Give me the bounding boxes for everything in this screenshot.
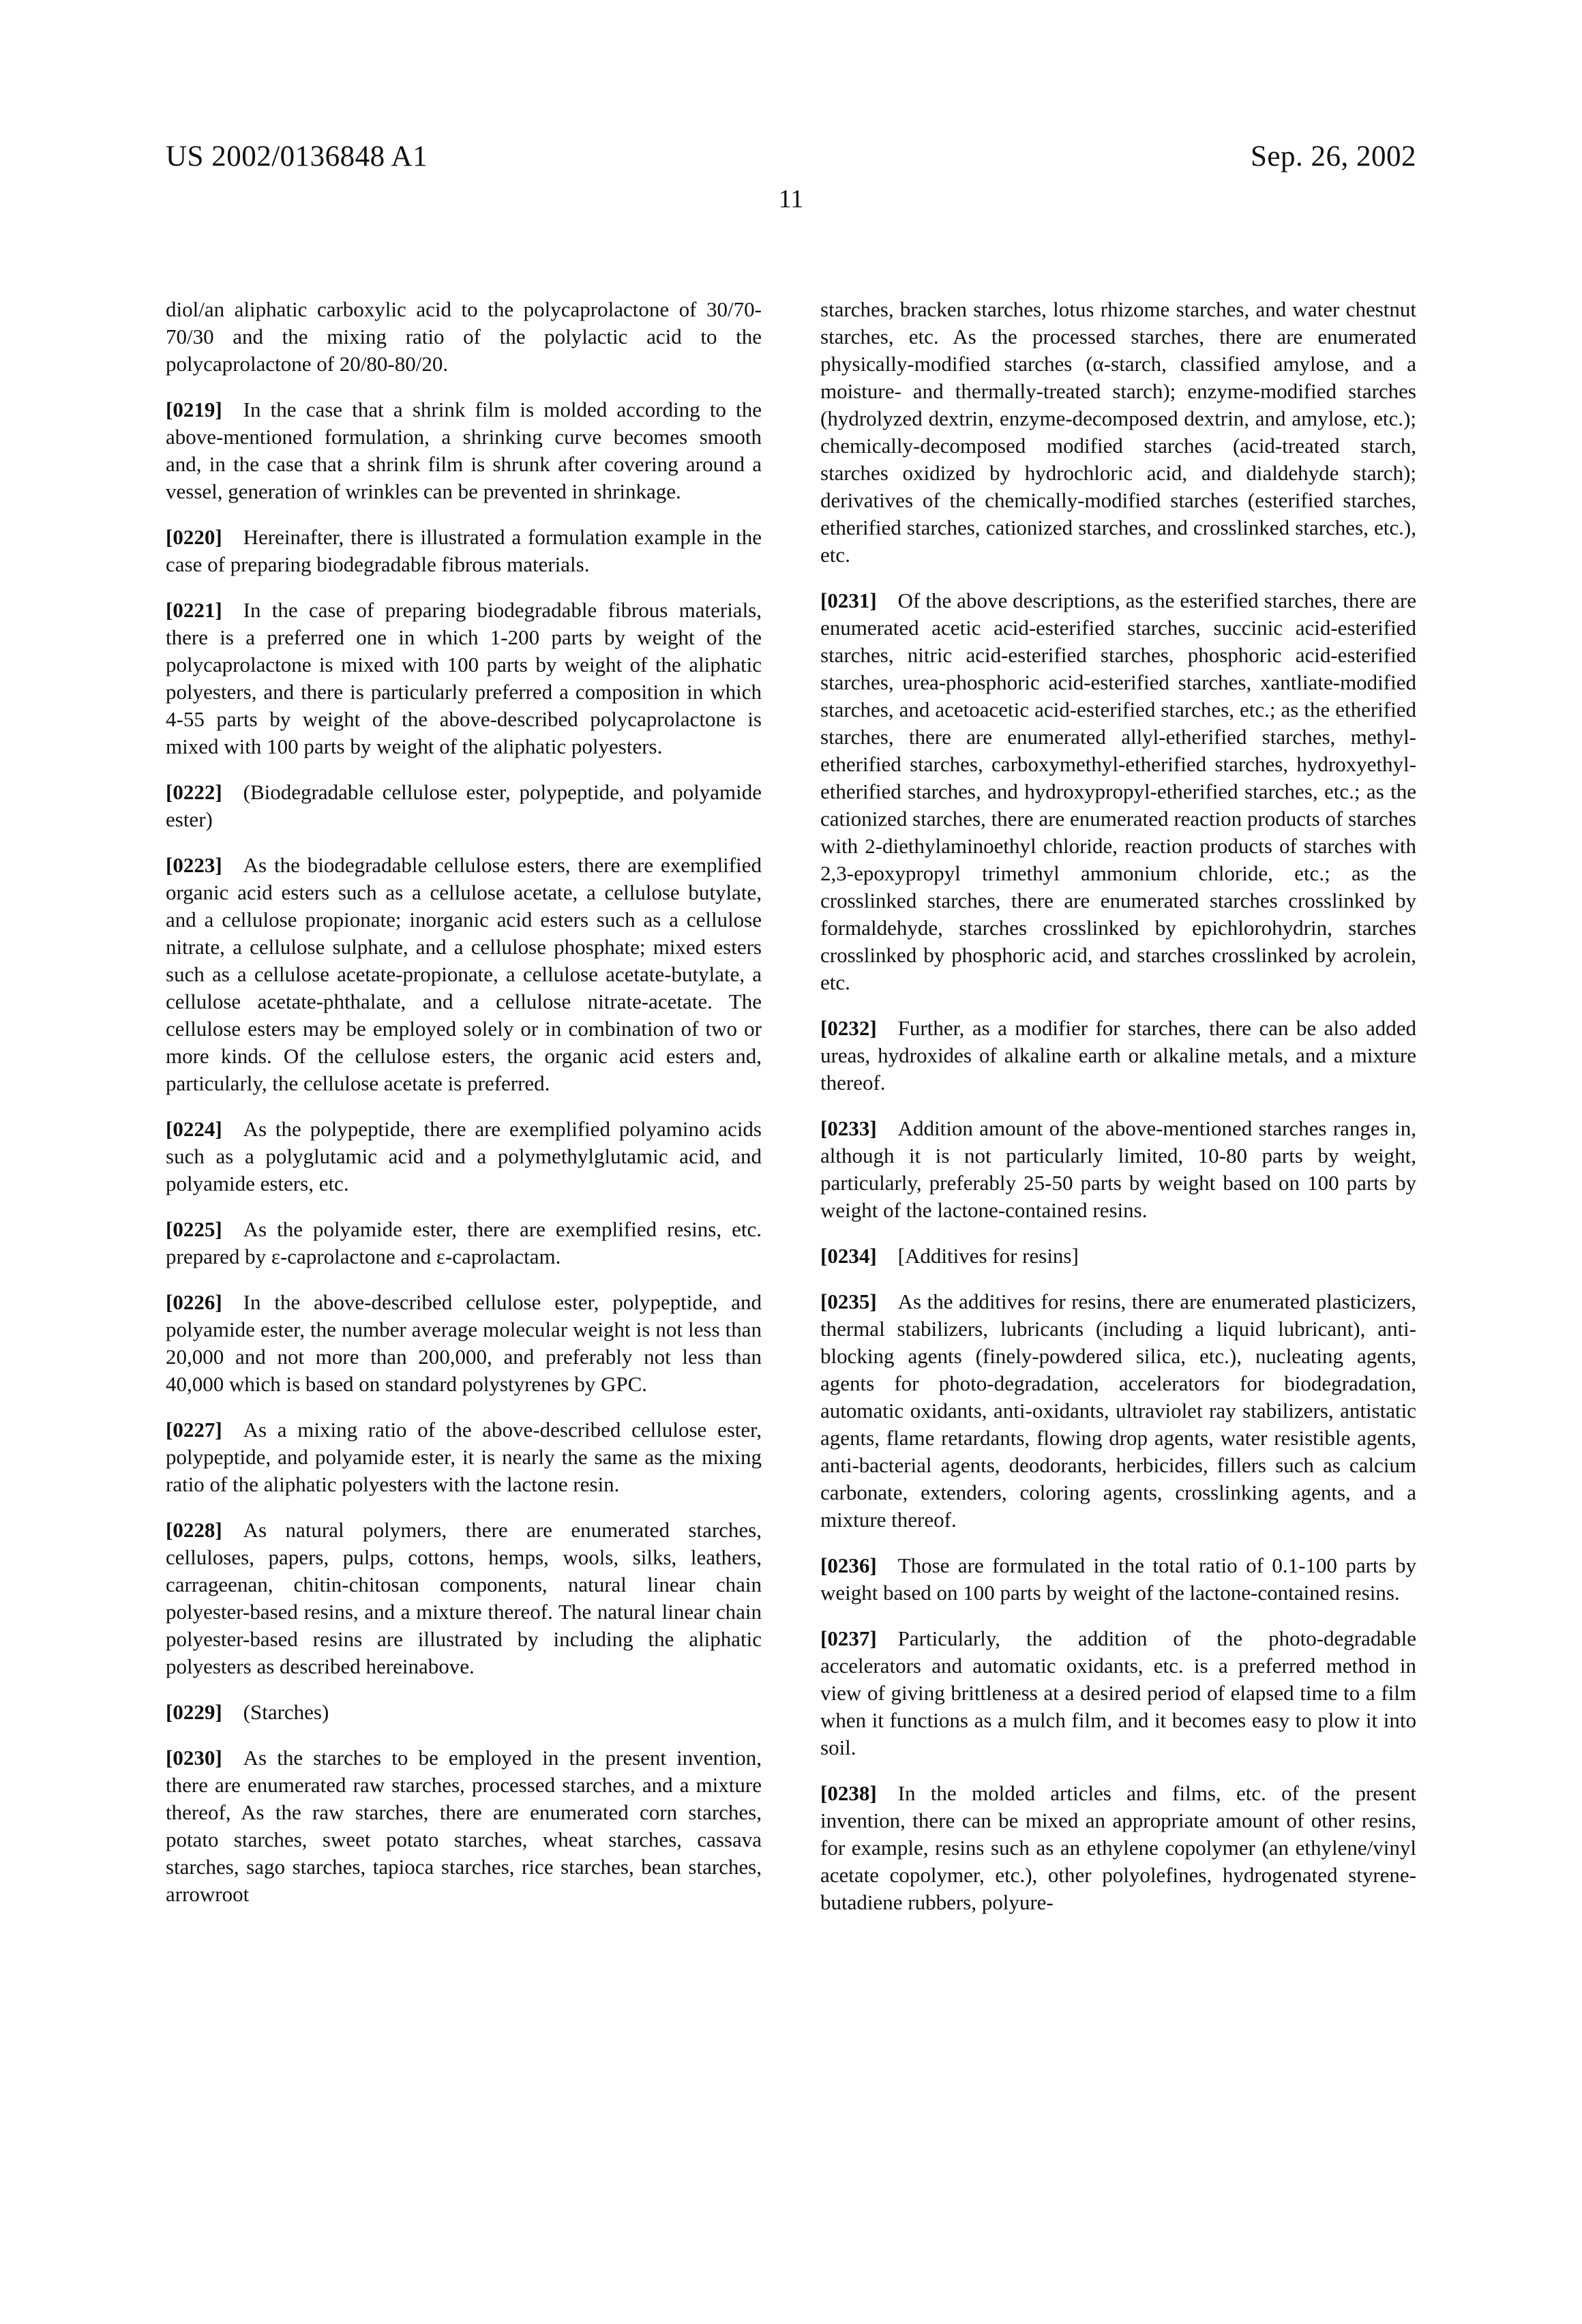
paragraph-number: [0230] — [166, 1746, 222, 1770]
paragraph: [0222] (Biodegradable cellulose ester, polypeptide, and polyamide ester) — [166, 780, 762, 831]
paragraph: [0230] As the starches to be employed in the present invention, there are enumerated raw starches, processed starches, and a mixture thereof, As the raw starches, there are enumerated corn starches, potato starches, sweet potato starches, wheat starches, cassava starches, sago starches, tapioca starches, rice starches, bean starches, arrowroot — [166, 1746, 762, 1906]
body-columns — [166, 296, 1416, 1935]
paragraph-number: [0231] — [820, 589, 877, 612]
paragraph: [0229] (Starches) — [166, 1700, 329, 1724]
paragraph-number: [0228] — [166, 1518, 222, 1542]
paragraph-number: [0236] — [820, 1553, 877, 1577]
paragraph: [0219] In the case that a shrink film is molded according to the above-mentioned formulation, a shrinking curve becomes smooth and, in the case that a shrink film is shrunk after covering around a vessel, generation of wrinkles can be prevented in shrinkage. — [166, 398, 762, 503]
paragraph-number: [0225] — [166, 1217, 222, 1241]
paragraph: [0233] Addition amount of the above-mentioned starches ranges in, although it is not particularly limited, 10-80 parts by weight, particularly, preferably 25-50 parts by weight based on 100 parts by weight of the lactone-contained resins. — [820, 1116, 1416, 1222]
paragraph-number: [0232] — [820, 1016, 877, 1040]
paragraph-number: [0227] — [166, 1418, 222, 1442]
paragraph: [0231] Of the above descriptions, as the esterified starches, there are enumerated acetic acid-esterified starches, succinic acid-esterified starches, nitric acid-esterified starches, phosphoric acid-esterified starches, urea-phosphoric acid-esterified starches, xantliate-modified starches, and acetoacetic acid-esterified starches, etc.; as the etherified starches, there are enumerated allyl-etherified starches, methyl-etherified starches, carboxymethyl-etherified starches, hydroxyethyl-etherified starches, and hydroxypropyl-etherified starches, etc.; as the cationized starches, there are enumerated reaction products of starches with 2-diethylaminoethyl chloride, reaction products of starches with 2,3-epoxypropyl trimethyl ammonium chloride, etc.; as the crosslinked starches, there are enumerated starches crosslinked by formaldehyde, starches crosslinked by epichlorohydrin, starches crosslinked by phosphoric acid, and starches crosslinked by acrolein, etc. — [820, 589, 1416, 994]
paragraph: [0220] Hereinafter, there is illustrated a formulation example in the case of preparing biodegradable fibrous materials. — [166, 525, 762, 576]
paragraph: [0227] As a mixing ratio of the above-described cellulose ester, polypeptide, and polyamide ester, it is nearly the same as the mixing ratio of the aliphatic polyesters with the lactone resin. — [166, 1418, 762, 1496]
paragraph: [0235] As the additives for resins, there are enumerated plasticizers, thermal stabilizers, lubricants (including a liquid lubricant), anti-blocking agents (finely-powdered silica, etc.), nucleating agents, agents for photo-degradation, accelerators for biodegradation, automatic oxidants, anti-oxidants, ultraviolet ray stabilizers, antistatic agents, flame retardants, flowing drop agents, water resistible agents, anti-bacterial agents, deodorants, herbicides, fillers such as calcium carbonate, extenders, coloring agents, crosslinking agents, and a mixture thereof. — [820, 1290, 1416, 1532]
paragraph-number: [0219] — [166, 398, 222, 421]
paragraph: [0223] As the biodegradable cellulose esters, there are exemplified organic acid esters such as a cellulose acetate, a cellulose butylate, and a cellulose propionate; inorganic acid esters such as a cellulose nitrate, a cellulose sulphate, and a cellulose phosphate; mixed esters such as a cellulose acetate-propionate, a cellulose acetate-butylate, a cellulose acetate-phthalate, and a cellulose nitrate-acetate. The cellulose esters may be employed solely or in combination of two or more kinds. Of the cellulose esters, the organic acid esters and, particularly, the cellulose acetate is preferred. — [166, 853, 762, 1095]
paragraph: [0232] Further, as a modifier for starches, there can be also added ureas, hydroxides of alkaline earth or alkaline metals, and a mixture thereof. — [820, 1016, 1416, 1094]
page-header — [166, 140, 1416, 173]
right-column — [820, 296, 1416, 1935]
paragraph-number: [0233] — [820, 1116, 877, 1140]
publication-date: Sep. 26, 2002 — [1251, 140, 1416, 173]
paragraph-number: [0224] — [166, 1117, 222, 1141]
paragraph: starches, bracken starches, lotus rhizome starches, and water chestnut starches, etc. As the processed starches, there are enumerated physically-modified starches (α-starch, classified amylose, and a moisture- and thermally-treated starch); enzyme-modified starches (hydrolyzed dextrin, enzyme-decomposed dextrin, and amylose, etc.); chemically-decomposed modified starches (acid-treated starch, starches oxidized by hydrochloric acid, and dialdehyde starch); derivatives of the chemically-modified starches (esterified starches, etherified starches, cationized starches, and crosslinked starches, etc.), etc. — [820, 297, 1416, 567]
paragraph-number: [0234] — [820, 1244, 877, 1268]
paragraph-number: [0237] — [820, 1626, 877, 1650]
paragraph: [0234] [Additives for resins] — [820, 1244, 1079, 1268]
paragraph-number: [0238] — [820, 1781, 877, 1805]
paragraph: [0228] As natural polymers, there are enumerated starches, celluloses, papers, pulps, cottons, hemps, wools, silks, leathers, carrageenan, chitin-chitosan components, natural linear chain polyester-based resins, and a mixture thereof. The natural linear chain polyester-based resins are illustrated by including the aliphatic polyesters as described hereinabove. — [166, 1518, 762, 1678]
paragraph-number: [0223] — [166, 853, 222, 877]
paragraph-number: [0221] — [166, 598, 222, 622]
left-column — [166, 296, 762, 1935]
paragraph: [0221] In the case of preparing biodegradable fibrous materials, there is a preferred one in which 1-200 parts by weight of the polycaprolactone is mixed with 100 parts by weight of the aliphatic polyesters, and there is particularly preferred a composition in which 4-55 parts by weight of the above-described polycaprolactone is mixed with 100 parts by weight of the aliphatic polyesters. — [166, 598, 762, 758]
paragraph: [0224] As the polypeptide, there are exemplified polyamino acids such as a polyglutamic acid and a polymethylglutamic acid, and polyamide esters, etc. — [166, 1117, 762, 1195]
paragraph: [0238] In the molded articles and films, etc. of the present invention, there can be mixed an appropriate amount of other resins, for example, resins such as an ethylene copolymer (an ethylene/vinyl acetate copolymer, etc.), other polyolefines, hydrogenated styrene-butadiene rubbers, polyure- — [820, 1781, 1416, 1914]
page-number: 11 — [778, 185, 804, 213]
paragraph: [0237] Particularly, the addition of the photo-degradable accelerators and automatic oxidants, etc. is a preferred method in view of giving brittleness at a desired period of elapsed time to a film when it functions as a mulch film, and it becomes easy to plow it into soil. — [820, 1626, 1416, 1759]
paragraph-number: [0229] — [166, 1700, 222, 1724]
paragraph: diol/an aliphatic carboxylic acid to the polycaprolactone of 30/70-70/30 and the mixing ratio of the polylactic acid to the polycaprolactone of 20/80-80/20. — [166, 297, 762, 376]
paragraph-number: [0220] — [166, 525, 222, 549]
paragraph-number: [0226] — [166, 1290, 222, 1314]
paragraph-number: [0235] — [820, 1290, 877, 1313]
paragraph: [0225] As the polyamide ester, there are exemplified resins, etc. prepared by ε-caprolactone and ε-caprolactam. — [166, 1217, 762, 1268]
paragraph: [0226] In the above-described cellulose ester, polypeptide, and polyamide ester, the number average molecular weight is not less than 20,000 and not more than 200,000, and preferably not less than 40,000 which is based on standard polystyrenes by GPC. — [166, 1290, 762, 1396]
patent-number: US 2002/0136848 A1 — [166, 140, 428, 173]
paragraph-number: [0222] — [166, 780, 222, 804]
paragraph: [0236] Those are formulated in the total ratio of 0.1-100 parts by weight based on 100 parts by weight of the lactone-contained resins. — [820, 1553, 1416, 1605]
